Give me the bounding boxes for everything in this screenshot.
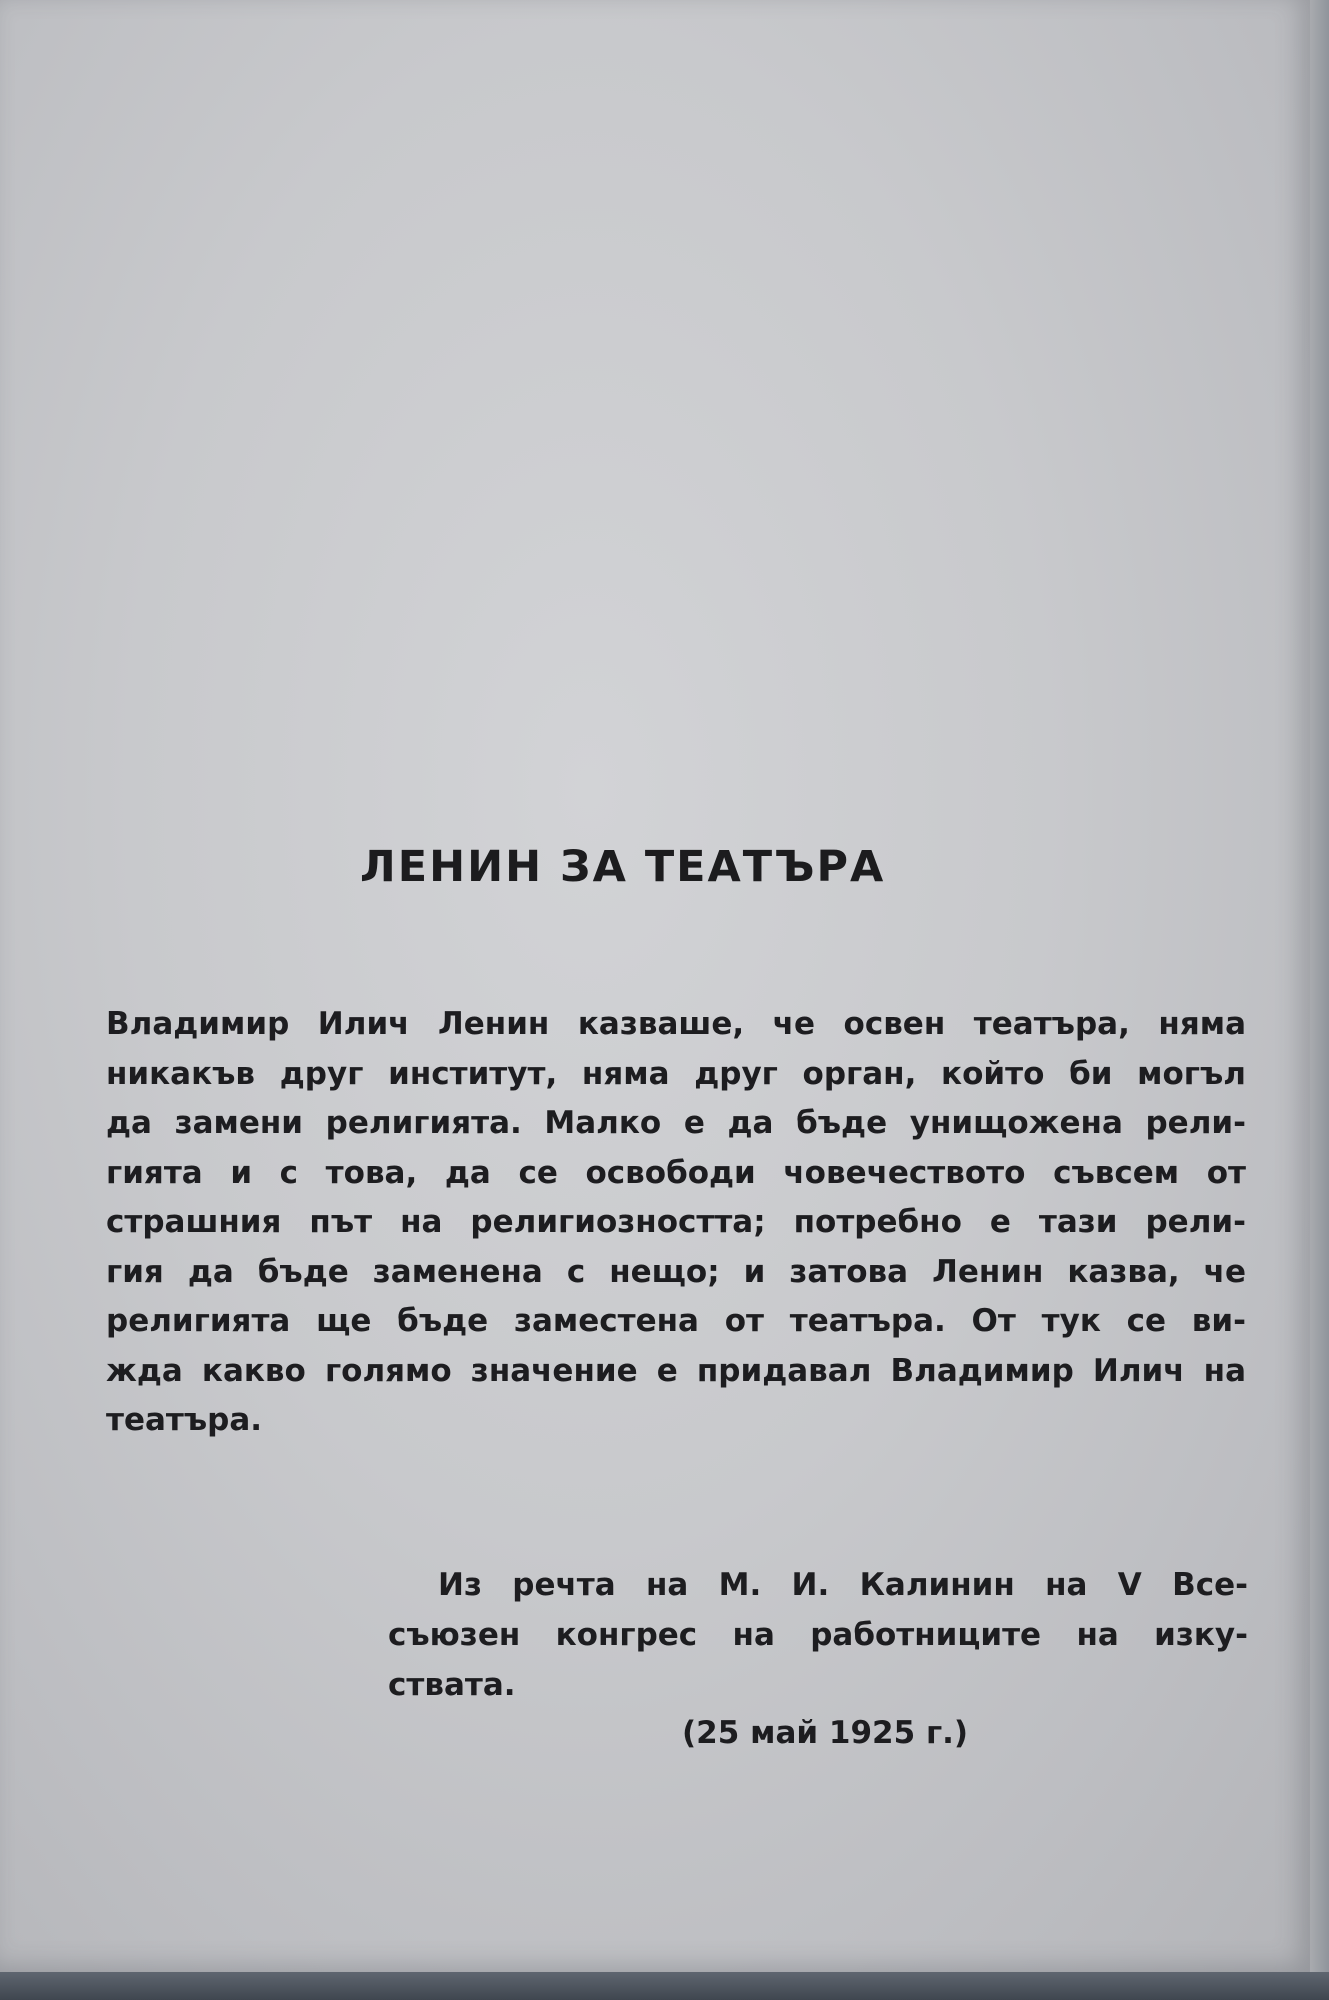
- paragraph-line: гия да бъде заменена с нещо; и затова Ленин казва, че: [106, 1253, 1246, 1290]
- paragraph-line: да замени религията. Малко е да бъде унищожена рели-: [106, 1105, 1246, 1141]
- source-attribution: [388, 1560, 1248, 1710]
- paragraph-line: жда какво голямо значение е придавал Владимир Илич на: [106, 1352, 1246, 1389]
- source-line: Из речта на М. И. Калинин на V Все-: [438, 1567, 1248, 1603]
- page-title: ЛЕНИН ЗА ТЕАТЪРА: [360, 842, 886, 892]
- paragraph-line: Владимир Илич Ленин казваше, че освен театъра, няма: [106, 1006, 1246, 1042]
- paragraph-line: театъра.: [106, 1402, 263, 1438]
- quote-paragraph: [106, 1000, 1246, 1446]
- paragraph-line: никакъв друг институт, няма друг орган, който би могъл: [106, 1055, 1246, 1092]
- page-bottom-edge: [0, 1972, 1329, 2000]
- source-line: съюзен конгрес на работниците на изку-: [388, 1617, 1248, 1653]
- paragraph-line: гията и с това, да се освободи човечеството съвсем от: [106, 1154, 1246, 1191]
- source-line: ствата.: [388, 1667, 516, 1703]
- source-date: (25 май 1925 г.): [682, 1715, 969, 1751]
- paragraph-line: страшния път на религиозността; потребно е тази рели-: [106, 1204, 1246, 1240]
- page-right-edge: [1310, 0, 1329, 1972]
- paragraph-line: религията ще бъде заместена от театъра. От тук се ви-: [106, 1303, 1246, 1339]
